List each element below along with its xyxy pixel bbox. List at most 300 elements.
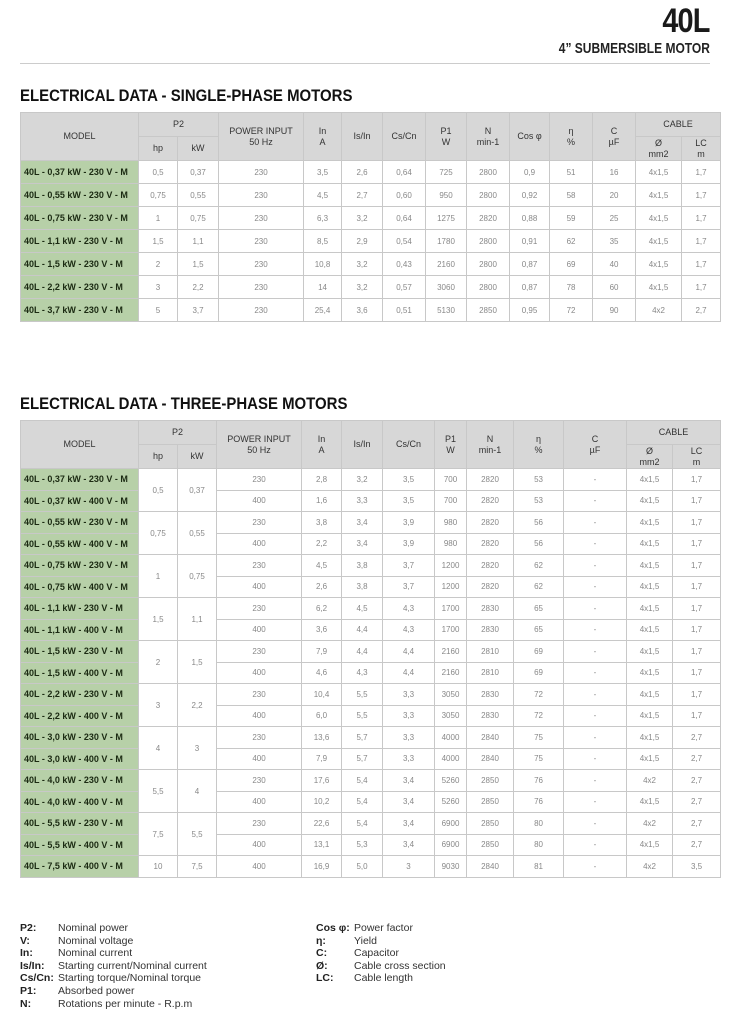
table-row: [21, 834, 721, 856]
table-row: [21, 533, 721, 555]
data-cell: -: [564, 856, 627, 878]
product-subtitle: 4” SUBMERSIBLE MOTOR: [558, 40, 710, 57]
data-cell: 3,8: [342, 555, 383, 577]
data-cell: 4,4: [342, 619, 383, 641]
data-cell: 69: [514, 641, 564, 663]
data-cell: 230: [219, 276, 304, 299]
data-cell: 4x1,5: [636, 230, 682, 253]
legend-item: [316, 960, 446, 973]
data-cell: 81: [514, 856, 564, 878]
data-cell: 17,6: [302, 770, 342, 792]
legend-left: [20, 922, 207, 1010]
data-cell: 0,51: [383, 299, 426, 322]
data-cell: 4x2: [627, 770, 673, 792]
table-row: [21, 856, 721, 878]
legend-key: V:: [20, 934, 30, 947]
col-power-input: POWER INPUT 50 Hz: [219, 113, 304, 161]
model-cell: 40L - 4,0 kW - 230 V - M: [21, 770, 139, 792]
data-cell: 400: [217, 490, 302, 512]
hp-cell: 10: [139, 856, 178, 878]
data-cell: 0,64: [383, 207, 426, 230]
hp-cell: 3: [139, 684, 178, 727]
col-kw: kW: [178, 137, 219, 161]
data-cell: 2: [139, 253, 178, 276]
data-cell: 4x2: [627, 856, 673, 878]
col-dia: Ø mm2: [636, 137, 682, 161]
legend-item: [20, 922, 207, 935]
data-cell: 5,7: [342, 727, 383, 749]
data-cell: 76: [514, 791, 564, 813]
data-cell: 0,64: [383, 161, 426, 184]
data-cell: 3: [383, 856, 435, 878]
col-power-input: POWER INPUT 50 Hz: [217, 421, 302, 469]
data-cell: 3,2: [342, 207, 383, 230]
data-cell: 4x1,5: [627, 705, 673, 727]
data-cell: 3,8: [302, 512, 342, 534]
data-cell: 2820: [467, 469, 514, 491]
table-row: [21, 184, 721, 207]
data-cell: 40: [593, 253, 636, 276]
data-cell: 400: [217, 705, 302, 727]
col-n: N min-1: [467, 421, 514, 469]
data-cell: -: [564, 469, 627, 491]
col-cos: Cos φ: [510, 113, 550, 161]
table-row: [21, 512, 721, 534]
data-cell: 5,0: [342, 856, 383, 878]
data-cell: 230: [219, 207, 304, 230]
legend-value: Nominal voltage: [58, 934, 134, 947]
legend-value: Starting current/Nominal current: [58, 959, 207, 972]
data-cell: 13,1: [302, 834, 342, 856]
data-cell: 4,3: [383, 619, 435, 641]
header-divider: [20, 63, 710, 64]
legend-item: [20, 998, 207, 1011]
table-row: [21, 161, 721, 184]
three-phase-table: [20, 420, 721, 878]
data-cell: -: [564, 727, 627, 749]
data-cell: 90: [593, 299, 636, 322]
table-row: [21, 490, 721, 512]
data-cell: 4,6: [302, 662, 342, 684]
data-cell: 0,87: [510, 276, 550, 299]
data-cell: 4,3: [342, 662, 383, 684]
data-cell: 1,7: [682, 230, 721, 253]
data-cell: 3,3: [342, 490, 383, 512]
data-cell: -: [564, 748, 627, 770]
data-cell: 2800: [467, 276, 510, 299]
legend-item: [20, 935, 207, 948]
data-cell: -: [564, 490, 627, 512]
data-cell: 3,4: [342, 512, 383, 534]
data-cell: 4x1,5: [636, 276, 682, 299]
model-cell: 40L - 1,5 kW - 230 V - M: [21, 253, 139, 276]
model-cell: 40L - 5,5 kW - 400 V - M: [21, 834, 139, 856]
hp-cell: 1: [139, 555, 178, 598]
data-cell: 0,37: [178, 161, 219, 184]
data-cell: 3050: [435, 684, 467, 706]
data-cell: 69: [514, 662, 564, 684]
data-cell: 0,43: [383, 253, 426, 276]
data-cell: 25,4: [304, 299, 342, 322]
data-cell: 4x1,5: [627, 490, 673, 512]
table-row: [21, 555, 721, 577]
data-cell: 1,7: [682, 276, 721, 299]
model-cell: 40L - 5,5 kW - 230 V - M: [21, 813, 139, 835]
col-lc: LC m: [673, 445, 721, 469]
kw-cell: 7,5: [178, 856, 217, 878]
legend-value: Rotations per minute - R.p.m: [58, 997, 193, 1010]
legend-key: η:: [316, 934, 326, 947]
data-cell: 5,5: [342, 705, 383, 727]
model-cell: 40L - 1,1 kW - 400 V - M: [21, 619, 139, 641]
data-cell: 5,4: [342, 813, 383, 835]
data-cell: 6,0: [302, 705, 342, 727]
data-cell: 0,57: [383, 276, 426, 299]
data-cell: -: [564, 598, 627, 620]
data-cell: 0,91: [510, 230, 550, 253]
data-cell: 3: [139, 276, 178, 299]
data-cell: 78: [550, 276, 593, 299]
data-cell: 2820: [467, 576, 514, 598]
data-cell: 2850: [467, 299, 510, 322]
data-cell: 1,6: [302, 490, 342, 512]
model-cell: 40L - 0,55 kW - 400 V - M: [21, 533, 139, 555]
data-cell: 230: [219, 161, 304, 184]
model-cell: 40L - 0,37 kW - 230 V - M: [21, 469, 139, 491]
data-cell: 4x2: [636, 299, 682, 322]
col-cable: CABLE: [627, 421, 721, 445]
data-cell: 1,7: [682, 161, 721, 184]
table-row: [21, 469, 721, 491]
legend-item: [316, 972, 446, 985]
kw-cell: 3: [178, 727, 217, 770]
hp-cell: 2: [139, 641, 178, 684]
data-cell: 72: [514, 705, 564, 727]
table-row: [21, 276, 721, 299]
col-lc: LC m: [682, 137, 721, 161]
data-cell: 230: [219, 299, 304, 322]
kw-cell: 1,1: [178, 598, 217, 641]
data-cell: 4x1,5: [627, 791, 673, 813]
data-cell: 56: [514, 512, 564, 534]
model-cell: 40L - 1,5 kW - 400 V - M: [21, 662, 139, 684]
data-cell: 2,7: [673, 748, 721, 770]
data-cell: 2830: [467, 705, 514, 727]
data-cell: 2,9: [342, 230, 383, 253]
data-cell: 58: [550, 184, 593, 207]
data-cell: 72: [514, 684, 564, 706]
data-cell: 4,5: [304, 184, 342, 207]
data-cell: 725: [426, 161, 467, 184]
data-cell: 5260: [435, 791, 467, 813]
data-cell: 1,7: [673, 705, 721, 727]
data-cell: 3060: [426, 276, 467, 299]
model-cell: 40L - 1,1 kW - 230 V - M: [21, 598, 139, 620]
data-cell: 2,8: [302, 469, 342, 491]
data-cell: 2,7: [673, 813, 721, 835]
model-cell: 40L - 0,37 kW - 400 V - M: [21, 490, 139, 512]
data-cell: 230: [219, 253, 304, 276]
data-cell: 62: [550, 230, 593, 253]
data-cell: 2820: [467, 207, 510, 230]
data-cell: 2,7: [673, 770, 721, 792]
col-isin: Is/In: [342, 421, 383, 469]
data-cell: 1,7: [673, 512, 721, 534]
data-cell: 4x1,5: [627, 727, 673, 749]
data-cell: 4,4: [383, 662, 435, 684]
data-cell: -: [564, 555, 627, 577]
data-cell: 3,5: [304, 161, 342, 184]
data-cell: -: [564, 684, 627, 706]
data-cell: 3,7: [383, 576, 435, 598]
three-phase-title: ELECTRICAL DATA - THREE-PHASE MOTORS: [20, 394, 348, 413]
data-cell: 4x1,5: [627, 619, 673, 641]
legend-item: [20, 972, 207, 985]
table-row: [21, 684, 721, 706]
kw-cell: 0,37: [178, 469, 217, 512]
col-in: In A: [302, 421, 342, 469]
data-cell: 2,6: [342, 161, 383, 184]
data-cell: 10,4: [302, 684, 342, 706]
hp-cell: 7,5: [139, 813, 178, 856]
data-cell: 400: [217, 856, 302, 878]
data-cell: 230: [217, 598, 302, 620]
data-cell: 2,7: [673, 834, 721, 856]
data-cell: 4x1,5: [627, 598, 673, 620]
data-cell: 4,5: [342, 598, 383, 620]
data-cell: 1780: [426, 230, 467, 253]
col-c: C µF: [593, 113, 636, 161]
data-cell: 1,5: [139, 230, 178, 253]
legend-key: P1:: [20, 984, 37, 997]
data-cell: 5,4: [342, 770, 383, 792]
data-cell: 0,88: [510, 207, 550, 230]
col-p1: P1 W: [426, 113, 467, 161]
data-cell: -: [564, 576, 627, 598]
hp-cell: 5,5: [139, 770, 178, 813]
table-row: [21, 662, 721, 684]
data-cell: 75: [514, 748, 564, 770]
hp-cell: 1,5: [139, 598, 178, 641]
legend-item: [316, 935, 446, 948]
table-row: [21, 705, 721, 727]
data-cell: 1: [139, 207, 178, 230]
data-cell: 3,7: [383, 555, 435, 577]
data-cell: 2840: [467, 748, 514, 770]
data-cell: -: [564, 834, 627, 856]
data-cell: 2160: [435, 641, 467, 663]
data-cell: 230: [219, 230, 304, 253]
data-cell: 1,7: [673, 641, 721, 663]
data-cell: -: [564, 512, 627, 534]
model-cell: 40L - 2,2 kW - 400 V - M: [21, 705, 139, 727]
legend-key: Is/In:: [20, 959, 45, 972]
data-cell: 0,60: [383, 184, 426, 207]
data-cell: 2,2: [178, 276, 219, 299]
legend-value: Starting torque/Nominal torque: [58, 972, 201, 985]
model-cell: 40L - 0,55 kW - 230 V - M: [21, 512, 139, 534]
data-cell: 6,3: [304, 207, 342, 230]
data-cell: 16: [593, 161, 636, 184]
data-cell: -: [564, 813, 627, 835]
kw-cell: 4: [178, 770, 217, 813]
table-row: [21, 230, 721, 253]
data-cell: 4x1,5: [627, 576, 673, 598]
model-cell: 40L - 3,7 kW - 230 V - M: [21, 299, 139, 322]
legend-value: Nominal current: [58, 947, 133, 960]
data-cell: 2830: [467, 684, 514, 706]
data-cell: 4x1,5: [627, 641, 673, 663]
col-eta: η %: [514, 421, 564, 469]
data-cell: 1,7: [673, 598, 721, 620]
data-cell: 230: [217, 555, 302, 577]
table-row: [21, 791, 721, 813]
data-cell: 4x1,5: [636, 161, 682, 184]
col-kw: kW: [178, 445, 217, 469]
data-cell: 75: [514, 727, 564, 749]
data-cell: 5,4: [342, 791, 383, 813]
data-cell: 4,4: [383, 641, 435, 663]
kw-cell: 1,5: [178, 641, 217, 684]
data-cell: 0,75: [139, 184, 178, 207]
model-cell: 40L - 0,75 kW - 400 V - M: [21, 576, 139, 598]
data-cell: 4x1,5: [627, 512, 673, 534]
data-cell: 230: [217, 727, 302, 749]
model-cell: 40L - 0,75 kW - 230 V - M: [21, 555, 139, 577]
data-cell: 230: [217, 512, 302, 534]
data-cell: 9030: [435, 856, 467, 878]
data-cell: 3,9: [383, 533, 435, 555]
data-cell: 2850: [467, 791, 514, 813]
data-cell: 700: [435, 469, 467, 491]
data-cell: 1700: [435, 619, 467, 641]
col-p2: P2: [139, 421, 217, 445]
data-cell: 1,7: [682, 184, 721, 207]
data-cell: 230: [217, 684, 302, 706]
model-cell: 40L - 7,5 kW - 400 V - M: [21, 856, 139, 878]
model-cell: 40L - 2,2 kW - 230 V - M: [21, 684, 139, 706]
data-cell: -: [564, 619, 627, 641]
data-cell: 4x1,5: [627, 533, 673, 555]
legend-value: Yield: [354, 934, 377, 947]
data-cell: 65: [514, 619, 564, 641]
data-cell: 2820: [467, 490, 514, 512]
data-cell: 0,5: [139, 161, 178, 184]
data-cell: 25: [593, 207, 636, 230]
data-cell: 4000: [435, 727, 467, 749]
single-phase-table: [20, 112, 721, 322]
legend-item: [20, 985, 207, 998]
table-row: [21, 641, 721, 663]
data-cell: 2160: [426, 253, 467, 276]
col-n: N min-1: [467, 113, 510, 161]
table-row: [21, 299, 721, 322]
data-cell: 2,6: [302, 576, 342, 598]
data-cell: 69: [550, 253, 593, 276]
data-cell: 80: [514, 834, 564, 856]
data-cell: 1,5: [178, 253, 219, 276]
table-row: [21, 207, 721, 230]
data-cell: 2810: [467, 641, 514, 663]
data-cell: 2820: [467, 555, 514, 577]
data-cell: 4x1,5: [636, 184, 682, 207]
data-cell: 3,6: [342, 299, 383, 322]
data-cell: 53: [514, 490, 564, 512]
table-row: [21, 727, 721, 749]
data-cell: -: [564, 662, 627, 684]
data-cell: 2,7: [673, 727, 721, 749]
data-cell: 3,5: [383, 490, 435, 512]
data-cell: 4x1,5: [627, 748, 673, 770]
kw-cell: 0,55: [178, 512, 217, 555]
data-cell: 0,87: [510, 253, 550, 276]
data-cell: 3,3: [383, 684, 435, 706]
col-c: C µF: [564, 421, 627, 469]
data-cell: 3,3: [383, 705, 435, 727]
data-cell: 14: [304, 276, 342, 299]
legend-value: Nominal power: [58, 922, 129, 934]
col-model: MODEL: [21, 113, 139, 161]
data-cell: 7,9: [302, 748, 342, 770]
data-cell: 4x1,5: [627, 555, 673, 577]
data-cell: 0,55: [178, 184, 219, 207]
product-code: 40L: [662, 2, 710, 40]
data-cell: 2,2: [302, 533, 342, 555]
model-cell: 40L - 4,0 kW - 400 V - M: [21, 791, 139, 813]
col-cable: CABLE: [636, 113, 721, 137]
data-cell: 230: [217, 469, 302, 491]
col-hp: hp: [139, 445, 178, 469]
data-cell: 1,7: [673, 576, 721, 598]
data-cell: 4x1,5: [627, 469, 673, 491]
table-row: [21, 748, 721, 770]
data-cell: 2820: [467, 533, 514, 555]
kw-cell: 2,2: [178, 684, 217, 727]
data-cell: 950: [426, 184, 467, 207]
data-cell: 76: [514, 770, 564, 792]
data-cell: 72: [550, 299, 593, 322]
data-cell: 980: [435, 512, 467, 534]
model-cell: 40L - 1,1 kW - 230 V - M: [21, 230, 139, 253]
data-cell: 2800: [467, 253, 510, 276]
data-cell: 230: [219, 184, 304, 207]
data-cell: -: [564, 641, 627, 663]
data-cell: 0,54: [383, 230, 426, 253]
data-cell: 1,7: [682, 207, 721, 230]
data-cell: 5,7: [342, 748, 383, 770]
data-cell: 230: [217, 770, 302, 792]
data-cell: 1,7: [673, 662, 721, 684]
data-cell: -: [564, 770, 627, 792]
data-cell: 3,5: [383, 469, 435, 491]
data-cell: 4x2: [627, 813, 673, 835]
data-cell: 3,2: [342, 253, 383, 276]
data-cell: 980: [435, 533, 467, 555]
data-cell: 2850: [467, 813, 514, 835]
data-cell: 3,3: [383, 727, 435, 749]
data-cell: 22,6: [302, 813, 342, 835]
model-cell: 40L - 1,5 kW - 230 V - M: [21, 641, 139, 663]
legend-value: Cable length: [354, 972, 413, 985]
data-cell: 400: [217, 791, 302, 813]
data-cell: 1,7: [682, 253, 721, 276]
data-cell: 2840: [467, 856, 514, 878]
data-cell: 10,8: [304, 253, 342, 276]
col-p1: P1 W: [435, 421, 467, 469]
data-cell: 8,5: [304, 230, 342, 253]
data-cell: 4x1,5: [627, 662, 673, 684]
data-cell: 2810: [467, 662, 514, 684]
